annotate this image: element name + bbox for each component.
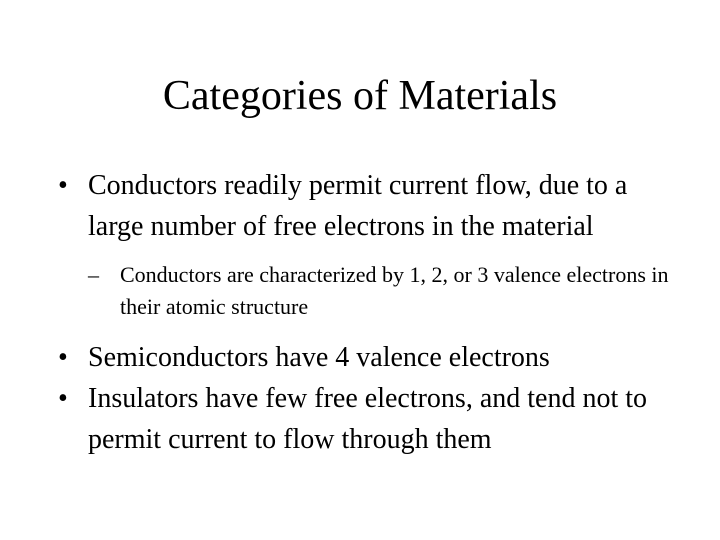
bullet-text: Semiconductors have 4 valence electrons — [88, 342, 550, 373]
bullet-item-semiconductors — [58, 337, 678, 378]
sub-bullet-item-valence — [88, 259, 678, 323]
sub-bullet-text: Conductors are characterized by 1, 2, or 3 valence electrons in their atomic structure — [120, 262, 669, 319]
sub-bullet-marker: – — [88, 262, 99, 287]
slide-title: Categories of Materials — [162, 73, 558, 119]
bullet-item-insulators — [58, 378, 678, 460]
bullet-marker: • — [58, 383, 68, 414]
bullet-list — [58, 165, 678, 460]
bullet-marker: • — [58, 342, 68, 373]
bullet-marker: • — [58, 170, 68, 201]
bullet-text: Insulators have few free electrons, and tend not to permit current to flow through them — [88, 383, 648, 455]
bullet-text: Conductors readily permit current flow, due to a large number of free electrons in the material — [88, 170, 628, 242]
bullet-item-conductors — [58, 165, 678, 323]
sub-bullet-list — [88, 259, 678, 323]
